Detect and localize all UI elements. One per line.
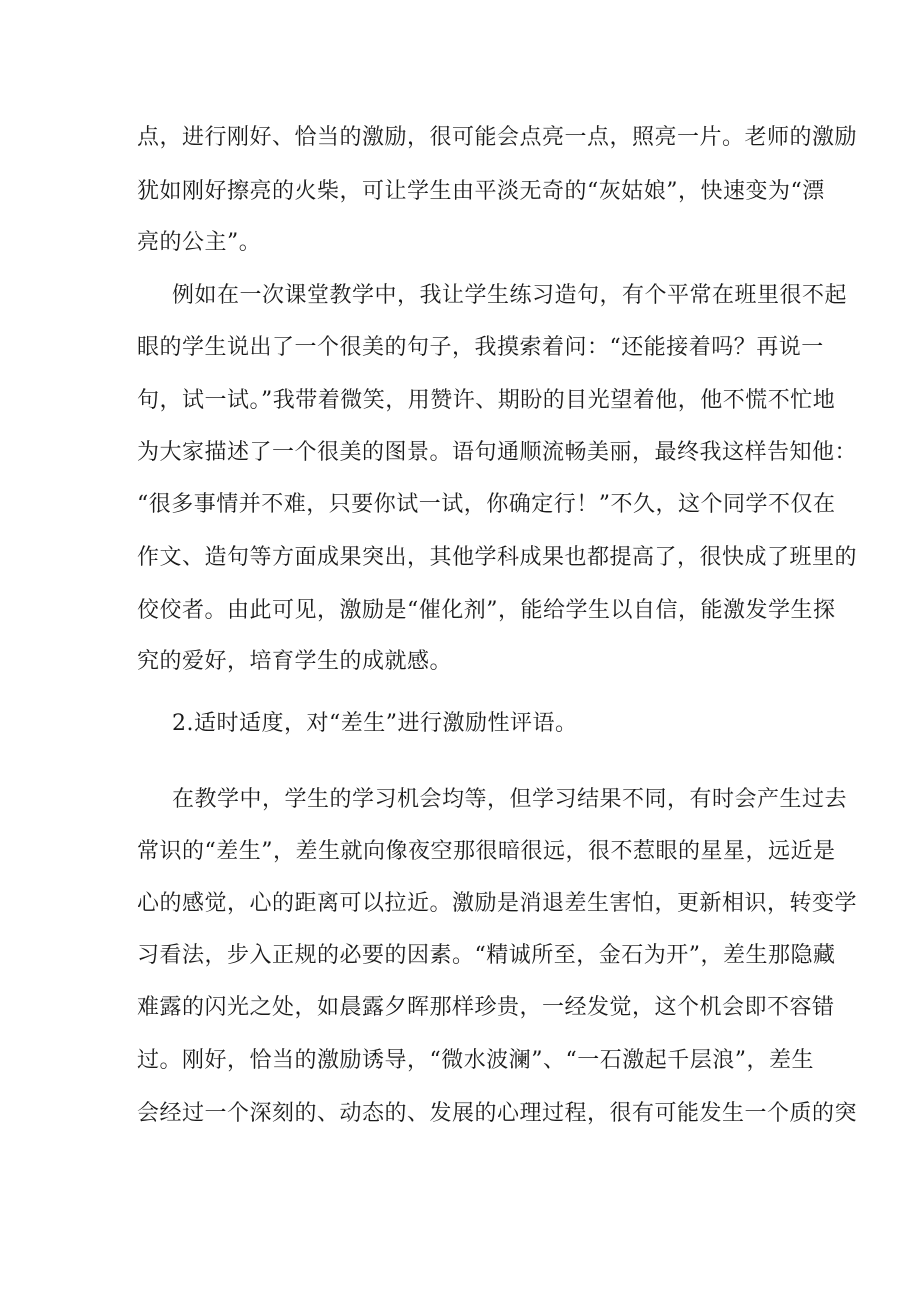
paragraph-2-line-2: 眼的学生说出了一个很美的句子，我摸索着问：“还能接着吗？再说一 bbox=[137, 335, 824, 360]
section-heading-number: 2 bbox=[172, 711, 187, 736]
paragraph-2-line-1: 例如在一次课堂教学中，我让学生练习造句，有个平常在班里很不起 bbox=[172, 283, 848, 308]
paragraph-3-line-2: 常识的“差生”，差生就向像夜空那很暗很远，很不惹眼的星星，远近是 bbox=[137, 839, 836, 864]
paragraph-2-line-8: 究的爱好，培育学生的成就感。 bbox=[137, 649, 453, 674]
paragraph-3-line-4: 习看法，步入正规的必要的因素。“精诚所至，金石为开”，差生那隐藏 bbox=[137, 943, 836, 968]
section-heading-text: .适时适度，对“差生”进行激励性评语。 bbox=[186, 711, 578, 736]
paragraph-2-line-3: 句，试一试。”我带着微笑，用赞许、期盼的目光望着他，他不慌不忙地 bbox=[137, 388, 836, 413]
paragraph-3-line-5: 难露的闪光之处，如晨露夕晖那样珍贵，一经发觉，这个机会即不容错 bbox=[137, 995, 835, 1020]
paragraph-3-line-1: 在教学中，学生的学习机会均等，但学习结果不同，有时会产生过去 bbox=[172, 787, 848, 812]
paragraph-1-line-3: 亮的公主”。 bbox=[137, 230, 262, 255]
section-heading bbox=[172, 709, 787, 739]
paragraph-1-line-2: 犹如刚好擦亮的火柴，可让学生由平淡无奇的“灰姑娘”，快速变为“漂 bbox=[137, 179, 825, 204]
paragraph-1-line-1: 点，进行刚好、恰当的激励，很可能会点亮一点，照亮一片。老师的激励 bbox=[137, 125, 858, 150]
paragraph-2-line-5: “很多事情并不难，只要你试一试，你确定行！”不久，这个同学不仅在 bbox=[137, 492, 836, 517]
paragraph-2-line-4: 为大家描述了一个很美的图景。语句通顺流畅美丽，最终我这样告知他： bbox=[137, 440, 858, 465]
paragraph-3-line-6: 过。刚好，恰当的激励诱导，“微水波澜”、“一石激起千层浪”，差生 bbox=[137, 1048, 814, 1073]
paragraph-2-line-6: 作文、造句等方面成果突出，其他学科成果也都提高了，很快成了班里的 bbox=[137, 545, 858, 570]
paragraph-3-line-3: 心的感觉，心的距离可以拉近。激励是消退差生害怕，更新相识，转变学 bbox=[137, 891, 858, 916]
paragraph-3-line-7: 会经过一个深刻的、动态的、发展的心理过程，很有可能发生一个质的突 bbox=[137, 1101, 858, 1126]
paragraph-2-line-7: 佼佼者。由此可见，激励是“催化剂”，能给学生以自信，能激发学生探 bbox=[137, 598, 836, 623]
